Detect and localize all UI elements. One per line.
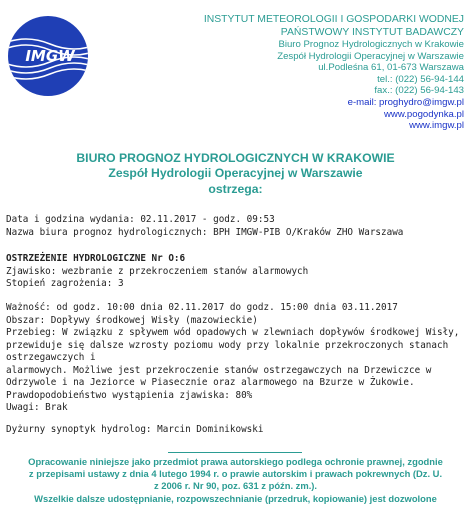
office-line-1: Biuro Prognoz Hydrologicznych w Krakowie <box>278 39 464 50</box>
warning-block <box>6 253 466 291</box>
logo-text: IMGW <box>25 47 75 65</box>
institute-name-line-1: INSTYTUT METEOROLOGII I GOSPODARKI WODNEJ <box>203 14 464 25</box>
copyright-line-3: z 2006 r. Nr 90, poz. 631 z późn. zm.). <box>153 480 318 492</box>
course-line-2: przewiduje się dalsze wzrosty poziomu wody przy lokalnie przekroczonych stanach <box>6 339 449 351</box>
course-line-5: Odrzywole i na Jeziorce w Piasecznie oraz alarmowego na Bzurze w Żukowie. <box>6 377 415 388</box>
course-line-1: Przebieg: W związku z spływem wód opadowych w zlewniach dopływów środkowej Wisły, <box>6 327 460 338</box>
bureau-line-1: BIURO PROGNOZ HYDROLOGICZNYCH W KRAKOWIE <box>76 151 395 165</box>
duty-line: Dyżurny synoptyk hydrolog: Marcin Dominikowski <box>6 424 264 435</box>
copyright-notice <box>4 456 467 505</box>
probability: Prawdopodobieństwo wystąpienia zjawiska: 80% <box>6 389 253 401</box>
institute-name-line-2: PAŃSTWOWY INSTYTUT BADAWCZY <box>280 26 464 38</box>
footer-divider <box>168 452 302 453</box>
issue-date: Data i godzina wydania: 02.11.2017 - godz. 09:53 <box>6 214 275 225</box>
validity-period: Ważność: od godz. 10:00 dnia 02.11.2017 do godz. 15:00 dnia 03.11.2017 <box>6 302 398 313</box>
issue-info <box>6 214 466 239</box>
duty-hydrologist <box>6 424 466 437</box>
fax-number: fax.: (022) 56-94-143 <box>374 85 464 97</box>
address: ul.Podleśna 61, 01-673 Warszawa <box>318 62 464 74</box>
issue-office: Nazwa biura prognoz hydrologicznych: BPH IMGW-PIB O/Kraków ZHO Warszawa <box>6 226 404 238</box>
warning-area: Obszar: Dopływy środkowej Wisły (mazowieckie) <box>6 314 258 326</box>
phone-number: tel.: (022) 56-94-144 <box>377 73 464 85</box>
copyright-line-4: Wszelkie dalsze udostępnianie, rozpowszechnianie (przedruk, kopiowanie) jest dozwolone <box>34 492 437 504</box>
bureau-line-2: Zespół Hydrologii Operacyjnej w Warszawie <box>108 166 363 181</box>
email-link[interactable]: e-mail: proghydro@imgw.pl <box>347 96 464 108</box>
warning-level: Stopień zagrożenia: 3 <box>6 278 124 289</box>
course-line-3: ostrzegawczych i <box>6 352 96 363</box>
warning-phenomenon: Zjawisko: wezbranie z przekroczeniem stanów alarmowych <box>6 265 309 277</box>
office-line-2: Zespół Hydrologii Operacyjnej w Warszawie <box>277 50 464 62</box>
website-link-imgw[interactable]: www.imgw.pl <box>409 120 464 132</box>
warning-title: OSTRZEŻENIE HYDROLOGICZNE Nr O:6 <box>6 253 186 264</box>
bureau-line-3: ostrzega: <box>208 181 263 196</box>
website-link-pogodynka[interactable]: www.pogodynka.pl <box>384 108 464 120</box>
imgw-logo <box>6 14 90 98</box>
course-line-4: alarmowych. Możliwe jest przekroczenie stanów ostrzegawczych na Drzewiczce w <box>6 364 432 376</box>
bureau-heading <box>0 151 471 197</box>
copyright-line-1: Opracowanie niniejsze jako przedmiot prawa autorskiego podlega ochronie prawnej, zgodnie <box>28 456 443 467</box>
remarks: Uwagi: Brak <box>6 402 68 413</box>
institute-header <box>134 14 464 132</box>
copyright-line-2: z przepisami ustawy z dnia 4 lutego 1994 r. o prawie autorskim i prawach pokrewnych (Dz. U. <box>28 468 443 480</box>
warning-details <box>6 302 468 415</box>
